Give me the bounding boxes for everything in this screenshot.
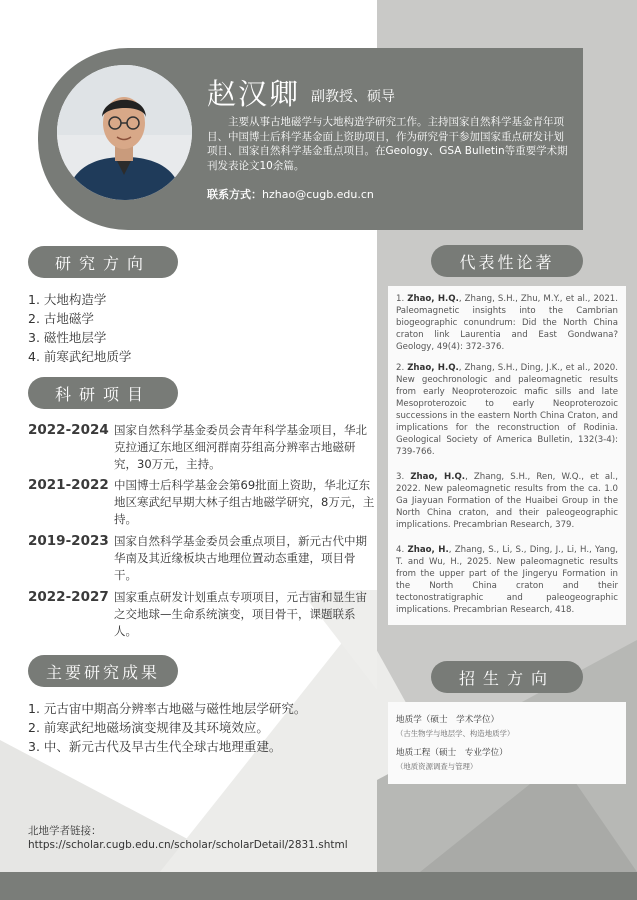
enrollment-heading: 招生方向	[431, 661, 583, 693]
research-list	[28, 290, 131, 366]
achievement-item: 1. 元古宙中期高分辨率古地磁与磁性地层学研究。	[28, 701, 307, 716]
projects-heading: 科研项目	[28, 377, 178, 409]
paper-number: 3.	[396, 472, 405, 482]
paper-item	[396, 471, 618, 531]
research-item: 4. 前寒武纪地质学	[28, 349, 132, 364]
enrollment-item-main: 地质学（硕士 学术学位）	[396, 715, 500, 725]
profile-intro: 主要从事古地磁学与大地构造学研究工作。主持国家自然科学基金青年项目、中国博士后科学基金面上资助项目，作为研究骨干参加国家重点研发计划项目、国家自然科学基金重点项目。在Geology、GSA Bulletin等重要学术期刊发表论文10余篇。	[207, 116, 568, 172]
scholar-link-label: 北地学者链接：	[28, 825, 102, 837]
project-years: 2022-2027	[28, 589, 109, 605]
paper-number: 1.	[396, 294, 405, 304]
contact-line	[207, 186, 374, 202]
project-desc: 国家重点研发计划重点专项项目，元古宙和显生宙之交地球—生命系统演变，项目骨干，课题联系人。	[114, 590, 367, 638]
research-item: 2. 古地磁学	[28, 311, 94, 326]
project-desc: 国家自然科学基金委员会青年科学基金项目，华北克拉通辽东地区细河群南芬组高分辨率古地磁研究，30万元，主持。	[114, 423, 367, 471]
paper-citation: , Zhang, S.H., Ding, J.K., et al., 2020. New geochronologic and paleomagnetic results from early Neoproterozoic mafic sills and late Mesoproterozoic to early Neoproterozoic successions in the eastern North China Craton, and implications for the reconstruction of Rodinia. Geological Society of America Bulletin, 132(3-4): 739-766.	[396, 363, 618, 457]
achievements-heading: 主要研究成果	[28, 655, 178, 687]
project-years: 2022-2024	[28, 422, 109, 438]
profile-name: 赵汉卿	[207, 77, 301, 111]
paper-citation: , Zhang, S.H., Ren, W.Q., et al., 2022. New paleomagnetic results from the ca. 1.0 Ga Jiayuan Formation of the Huaibei Group in the North China craton, and their paleogeographic implications. Precambrian Research, 379.	[396, 472, 618, 530]
contact-label: 联系方式：	[207, 188, 262, 201]
contact-email[interactable]: hzhao@cugb.edu.cn	[262, 188, 374, 201]
enrollment-item-main: 地质工程（硕士 专业学位）	[396, 748, 508, 758]
project-years: 2019-2023	[28, 533, 109, 549]
paper-item	[396, 293, 618, 353]
paper-lead-author: Zhao, H.Q.	[407, 294, 459, 304]
paper-number: 2.	[396, 363, 405, 373]
paper-lead-author: Zhao, H.	[407, 545, 449, 555]
profile-title: 副教授、硕导	[311, 89, 395, 105]
paper-item	[396, 544, 618, 616]
scholar-link[interactable]: https://scholar.cugb.edu.cn/scholar/scholarDetail/2831.shtml	[28, 839, 348, 851]
project-years: 2021-2022	[28, 477, 109, 493]
paper-lead-author: Zhao, H.Q.	[407, 363, 459, 373]
achievement-item: 2. 前寒武纪地磁场演变规律及其环境效应。	[28, 720, 269, 735]
papers-heading: 代表性论著	[431, 245, 583, 277]
footer-bar	[0, 872, 637, 900]
paper-citation: , Zhang, S.H., Zhu, M.Y., et al., 2021. Paleomagnetic insights into the Cambrian biogeographic conundrum: Did the North China craton link Laurentia and East Gondwana? Geology, 49(4): 372-376.	[396, 294, 618, 352]
achievements-list	[28, 699, 306, 756]
research-item: 3. 磁性地层学	[28, 330, 107, 345]
achievement-item: 3. 中、新元古代及早古生代全球古地理重建。	[28, 739, 282, 754]
research-item: 1. 大地构造学	[28, 292, 107, 307]
project-desc: 中国博士后科学基金会第69批面上资助，华北辽东地区寒武纪早期大林子组古地磁学研究，8万元，主持。	[114, 478, 375, 526]
paper-citation: , Zhang, S., Li, S., Ding, J., Li, H., Yang, T. and Wu, H., 2025. New paleomagnetic results from the upper part of the Jingeryu Formation in the North China craton and their tectonostratigraphic and paleogeographic implications. Precambrian Research, 418.	[396, 545, 619, 615]
paper-lead-author: Zhao, H.Q.	[410, 472, 466, 482]
enrollment-item-sub: （地质资源调查与管理）	[396, 762, 478, 771]
paper-item	[396, 362, 618, 458]
research-heading: 研究方向	[28, 246, 178, 278]
profile-photo	[57, 65, 192, 200]
project-desc: 国家自然科学基金委员会重点项目，新元古代中期华南及其近缘板块古地理位置动态重建，项目骨干。	[114, 534, 367, 582]
enrollment-item-sub: （古生物学与地层学、构造地质学）	[396, 729, 515, 738]
paper-number: 4.	[396, 545, 405, 555]
